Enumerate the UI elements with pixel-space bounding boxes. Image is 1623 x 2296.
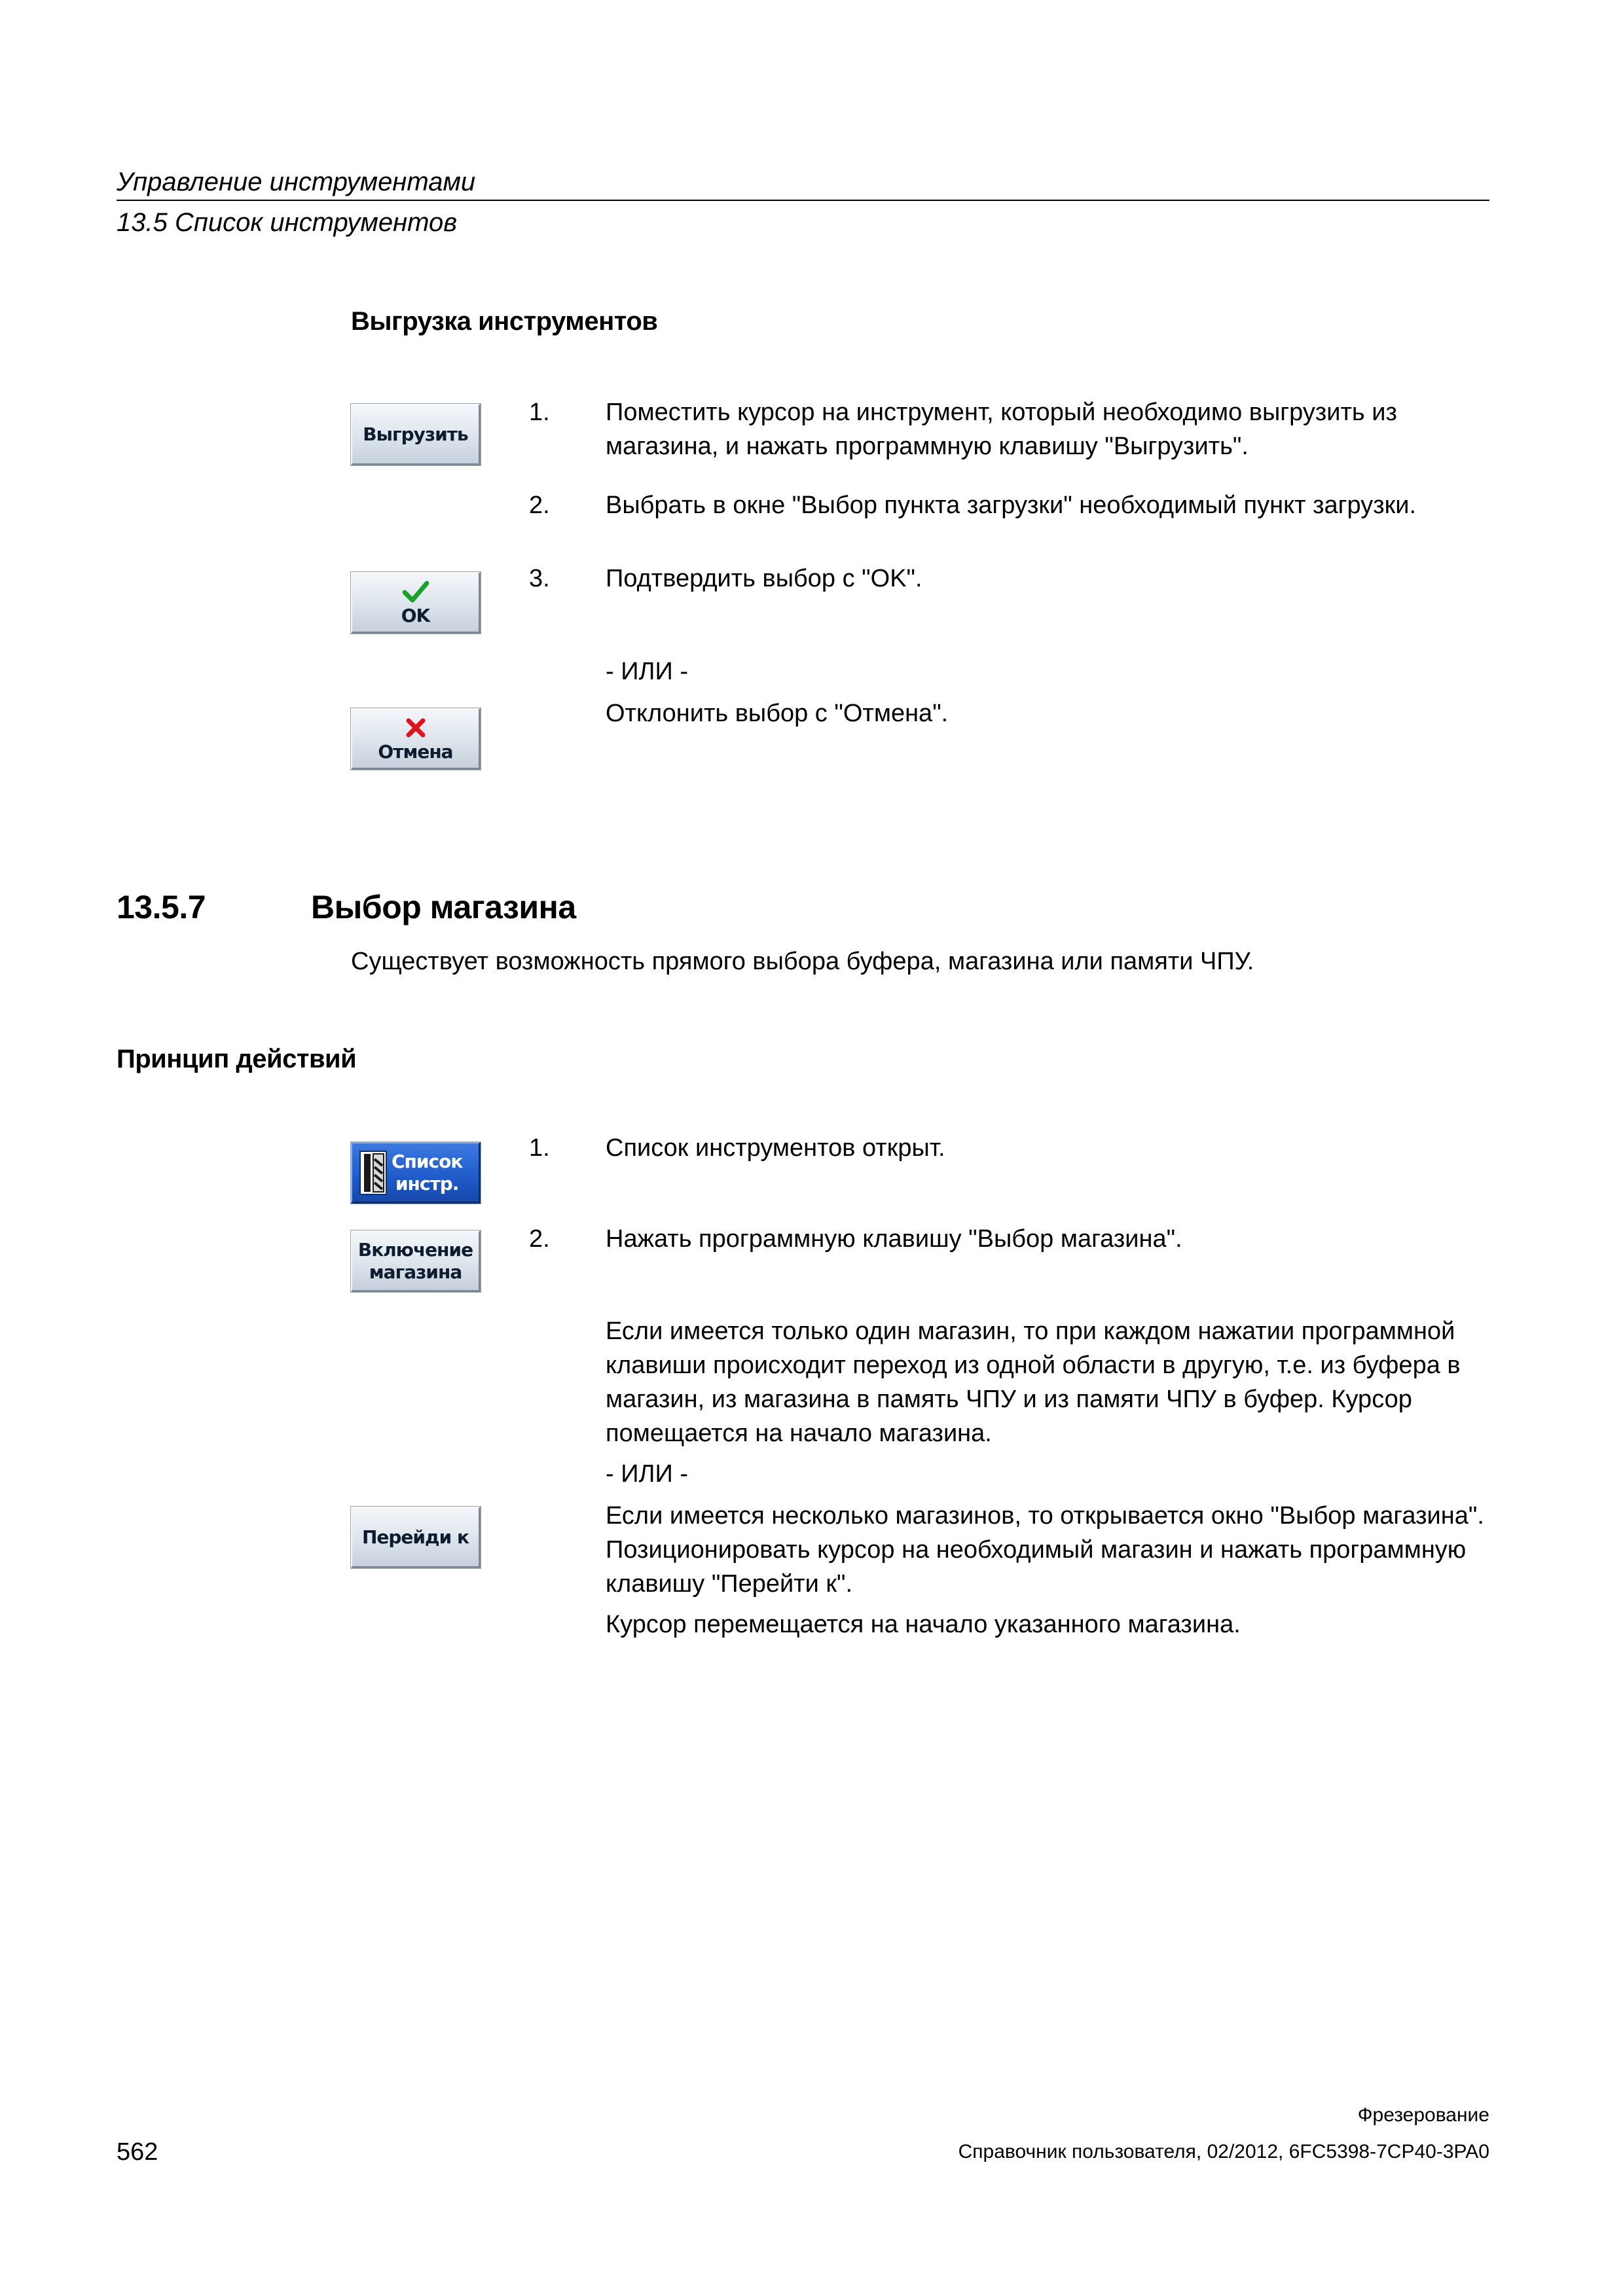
single-magazine-text: Если имеется только один магазин, то при каждом нажатии программной клавиши происходит переход из одной области в другую, т.е. из буфера в магазин, из магазина в память ЧПУ и из памяти ЧПУ в буфер. Курсор помещается на начало магазина. [606, 1318, 1461, 1447]
cursor-moves-text: Курсор перемещается на начало указанного магазина. [606, 1611, 1241, 1638]
principle-step-1-text: Список инструментов открыт. [606, 1134, 945, 1162]
cross-icon [405, 715, 427, 741]
tool-list-softkey-label-line1: Список [392, 1150, 463, 1172]
cancel-softkey[interactable] [351, 708, 481, 770]
section-title: Выбор магазина [311, 889, 576, 925]
tool-list-softkey[interactable] [351, 1142, 481, 1204]
magazine-select-softkey-label-line2: магазина [369, 1261, 462, 1283]
tool-list-icon [359, 1150, 388, 1196]
principle-heading: Принцип действий [117, 1045, 357, 1073]
cancel-softkey-label: Отмена [378, 740, 453, 762]
principle-step-1-number: 1. [529, 1134, 550, 1162]
unload-reject-text: Отклонить выбор с "Отмена". [606, 700, 949, 727]
footer-product: Фрезерование [1357, 2104, 1489, 2126]
principle-step-2-number: 2. [529, 1225, 550, 1253]
ok-softkey-label: OK [401, 604, 430, 626]
checkmark-icon [403, 579, 429, 605]
page-number: 562 [117, 2138, 158, 2166]
section-intro: Существует возможность прямого выбора буфера, магазина или памяти ЧПУ. [351, 948, 1254, 975]
multi-magazine-text: Если имеется несколько магазинов, то открывается окно "Выбор магазина". Позиционировать курсор на необходимый магазин и нажать программную клавишу "Перейти к". [606, 1502, 1484, 1598]
unload-step-3-number: 3. [529, 565, 550, 592]
unload-step-2-text: Выбрать в окне "Выбор пункта загрузки" необходимый пункт загрузки. [606, 492, 1417, 519]
running-header-section: 13.5 Список инструментов [117, 208, 458, 237]
running-header-chapter: Управление инструментами [117, 168, 476, 196]
goto-softkey[interactable] [351, 1507, 481, 1568]
ok-softkey[interactable] [351, 572, 481, 634]
unload-heading: Выгрузка инструментов [351, 307, 658, 336]
goto-softkey-label: Перейди к [361, 1526, 469, 1548]
tool-list-softkey-label-line2: инстр. [395, 1172, 459, 1194]
principle-step-2-text: Нажать программную клавишу "Выбор магазина". [606, 1225, 1182, 1253]
magazine-select-softkey[interactable] [351, 1230, 481, 1292]
unload-or-separator: - ИЛИ - [606, 658, 688, 685]
principle-or-separator: - ИЛИ - [606, 1460, 688, 1488]
unload-step-2-number: 2. [529, 492, 550, 519]
footer-manual: Справочник пользователя, 02/2012, 6FC5398-7CP40-3PA0 [958, 2141, 1489, 2162]
unload-step-1-number: 1. [529, 399, 550, 426]
header-rule [117, 200, 1489, 201]
unload-step-3-text: Подтвердить выбор с "OK". [606, 565, 922, 592]
unload-softkey-label: Выгрузить [363, 423, 468, 445]
magazine-select-softkey-label-line1: Включение [357, 1238, 473, 1261]
unload-step-1-text: Поместить курсор на инструмент, который необходимо выгрузить из магазина, и нажать программную клавишу "Выгрузить". [606, 399, 1397, 460]
unload-softkey[interactable] [351, 404, 481, 465]
section-number: 13.5.7 [117, 889, 206, 925]
